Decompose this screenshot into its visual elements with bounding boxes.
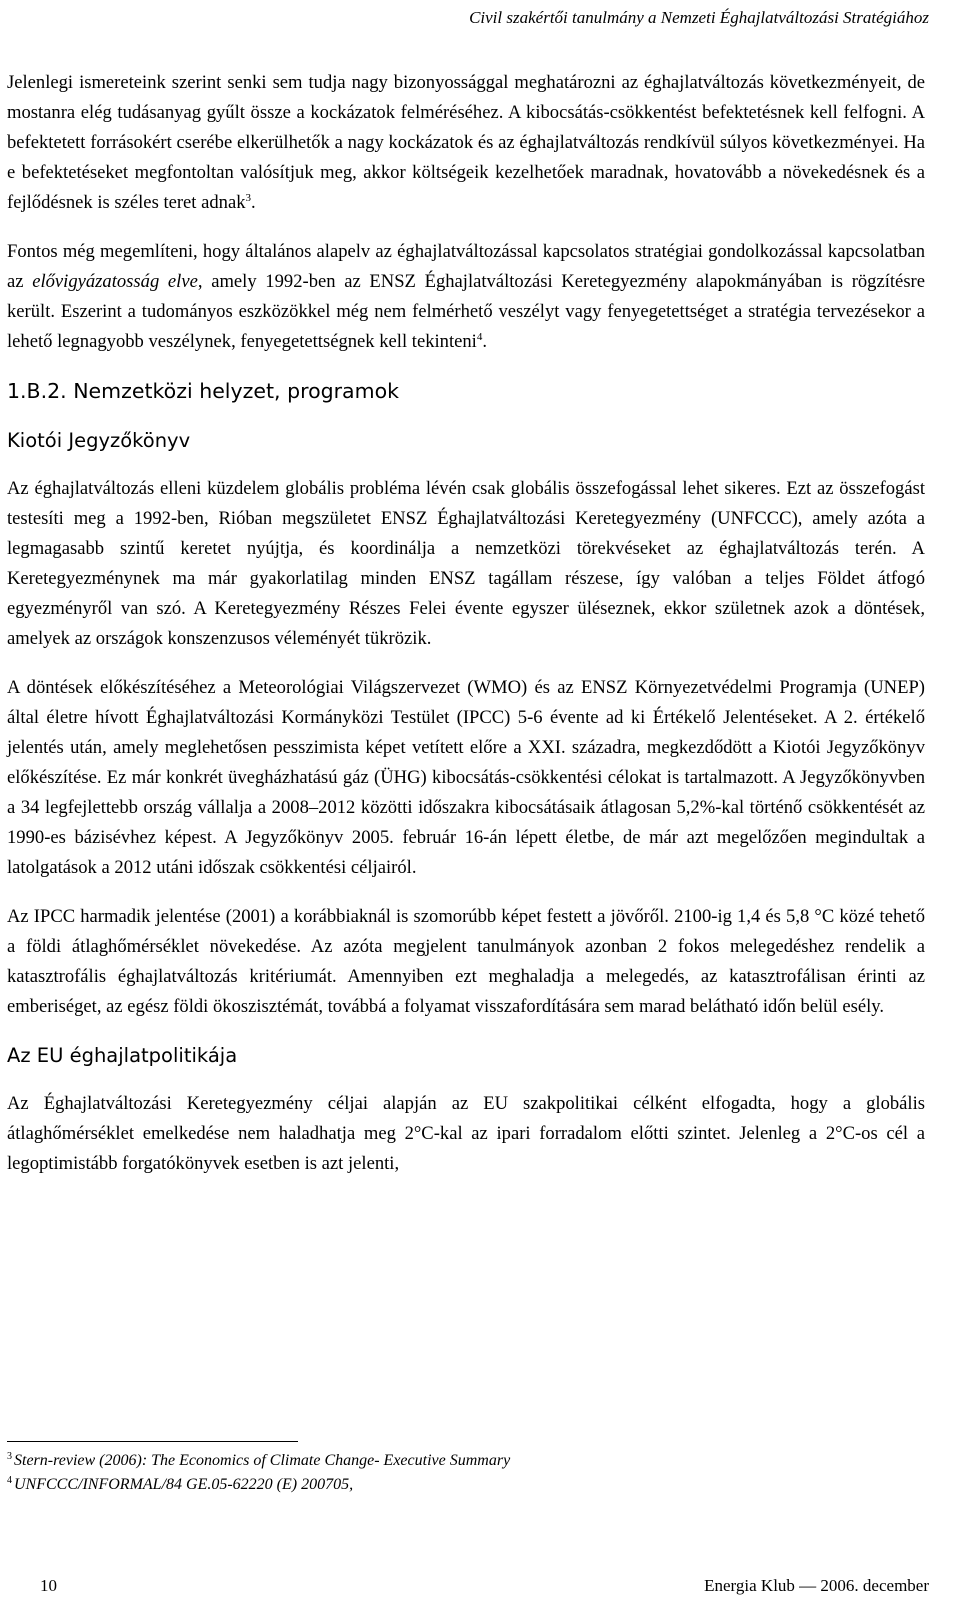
paragraph: Az Éghajlatváltozási Keretegyezmény céljai alapján az EU szakpolitikai célként elfogadta, hogy a globális átlaghőmérséklet emelkedése nem haladhatja meg 2°C-kal az ipari forradalom előtti szintet. Jelenleg a 2°C-os cél a legoptimistább forgatókönyvek esetben is azt jelenti,	[7, 1093, 925, 1174]
footnote-ref: 4	[476, 331, 483, 343]
body-text	[7, 68, 925, 1198]
footnote-number: 3	[7, 1451, 12, 1462]
footnote-text: UNFCCC/INFORMAL/84 GE.05-62220 (E) 200705,	[14, 1476, 354, 1493]
subsection-heading-kyoto: Kiotói Jegyzőkönyv	[7, 429, 191, 452]
page-number: 10	[40, 1576, 57, 1595]
section-heading: 1.B.2. Nemzetközi helyzet, programok	[7, 379, 399, 403]
paragraph-text: .	[482, 331, 487, 352]
footnote-divider	[7, 1441, 298, 1442]
emphasis-text: elővigyázatosság elve	[32, 271, 198, 292]
paragraph: A döntések előkészítéséhez a Meteorológiai Világszervezet (WMO) és az ENSZ Környezetvédelmi Programja (UNEP) által életre hívott Éghajlatváltozási Kormányközi Testület (IPCC) 5-6 évente ad ki Értékelő Jelentéseket. A 2. értékelő jelentés után, amely meglehetősen pesszimista képet vetített előre a XXI. századra, megkezdődött a Kiotói Jegyzőkönyv előkészítése. Ez már konkrét üvegházhatású gáz (ÜHG) kibocsátás-csökkentési célokat is tartalmazott. A Jegyzőkönyvben a 34 legfejlettebb ország vállalja a 2008–2012 közötti időszakra kibocsátásaik átlagosan 5,2%-kal történő csökkentését az 1990-es bázisévhez képest. A Jegyzőkönyv 2005. február 16-án lépett életbe, de már azt megelőzően megindultak a latolgatások a 2012 utáni időszak csökkentési céljairól.	[7, 677, 925, 878]
paragraph	[7, 237, 925, 357]
paragraph: Az éghajlatváltozás elleni küzdelem globális probléma lévén csak globális összefogással lehet sikeres. Ezt az összefogást testesíti meg a 1992-ben, Rióban megszületet ENSZ Éghajlatváltozási Keretegyezmény (UNFCCC), amely azóta a legmagasabb szintű keretet nyújtja, és koordinálja a nemzetközi törekvéseket az éghajlatváltozás terén. A Keretegyezménynek ma már gyakorlatilag minden ENSZ tagállam részese, így valóban a teljes Földet átfogó egyezményről van szó. A Keretegyezmény Részes Felei évente egyszer üléseznek, ekkor születnek azok a döntések, amelyek az országok konszenzusos véleményét tükrözik.	[7, 478, 925, 649]
subsection-heading-eu: Az EU éghajlatpolitikája	[7, 1044, 238, 1067]
footnotes	[7, 1449, 925, 1497]
paragraph	[7, 68, 925, 218]
paragraph-text: Jelenlegi ismereteink szerint senki sem tudja nagy bizonyossággal meghatározni az éghajlatváltozás következményeit, de mostanra elég tudásanyag gyűlt össze a kockázatok felméréséhez. A kibocsátás-csökkentést befektetésnek kell felfogni. A befektetett forrásokért cserébe elkerülhetők a nagy kockázatok és az éghajlatváltozás rendkívül súlyos következményei. Ha e befektetéseket megfontoltan valósítjuk meg, akkor költségeik kezelhetőek maradnak, hovatovább a növekedésnek és a fejlődésnek is széles teret adnak	[7, 72, 925, 213]
footnote-ref: 3	[245, 192, 252, 204]
paragraph: Az IPCC harmadik jelentése (2001) a korábbiaknál is szomorúbb képet festett a jövőről. 2100-ig 1,4 és 5,8 °C közé tehető a földi átlaghőmérséklet növekedése. Az azóta megjelent tanulmányok azonban 2 fokos melegedéshez rendelik a katasztrofális éghajlatváltozás kritériumát. Amennyiben ezt meghaladja a melegedés, az katasztrofálisan érinti az emberiséget, az egész földi ökoszisztémát, továbbá a folyamat visszafordítására sem marad belátható időn belül esély.	[7, 906, 925, 1017]
paragraph-text: .	[251, 192, 256, 213]
paragraph-text: Fontos még megemlíteni, hogy általános alapelv az éghajlatváltozással kapcsolatos stratégiai gondolkozással kapcsolatban az	[7, 241, 925, 292]
footnote-text: Stern-review (2006): The Economics of Climate Change- Executive Summary	[14, 1452, 511, 1469]
footnote-item	[7, 1449, 925, 1473]
footer-publisher: Energia Klub — 2006. december	[704, 1576, 929, 1595]
paragraph-text: , amely 1992-ben az ENSZ Éghajlatváltozási Keretegyezmény alapokmányában is rögzítésre került. Eszerint a tudományos eszközökkel még nem felmérhető veszélyt vagy fenyegetettséget a stratégia tervezésekor a lehető legnagyobb veszélynek, fenyegetettségnek kell tekinteni	[7, 271, 925, 352]
running-header: Civil szakértői tanulmány a Nemzeti Éghajlatváltozási Stratégiához	[469, 8, 929, 27]
footnote-item	[7, 1473, 925, 1497]
footnote-number: 4	[7, 1475, 12, 1486]
